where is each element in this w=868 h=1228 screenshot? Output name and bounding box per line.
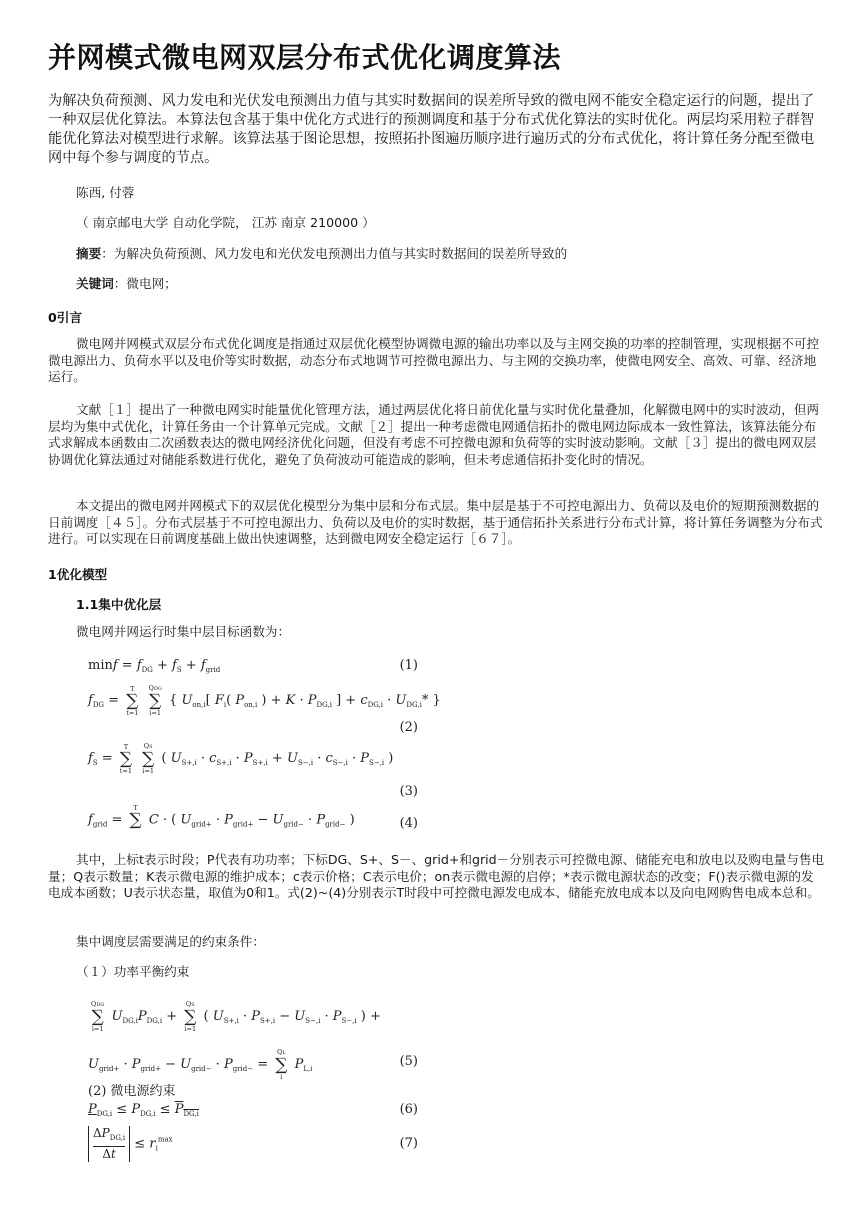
paragraph-6: 集中调度层需要满足的约束条件： [76, 934, 265, 949]
abstract-line [76, 246, 567, 262]
section-1-1-heading: 1.1集中优化层 [76, 597, 162, 612]
section-0-heading: 0引言 [48, 310, 82, 325]
equation-1: $\min f = f_{DG} + f_S + f_{grid}$ [88, 658, 221, 674]
paper-title: 并网模式微电网双层分布式优化调度算法 [48, 41, 562, 74]
equation-number-6: (6) [399, 1102, 418, 1117]
paragraph-4: 微电网并网运行时集中层目标函数为： [76, 624, 291, 639]
keywords-label: 关键词 [76, 276, 114, 291]
paragraph-2: 文献［１］提出了一种微电网实时能量优化管理方法，通过两层优化将日前优化量与实时优化量叠加，化解微电网中的实时波动，但两层均为集中式优化，计算任务由一个计算单元完成。文献［２］提出一种考虑微电网通信拓扑的微电网边际成本一致性算法，该算法能分布式求解成本函数由二次函数表达的微电网经济优化问题，但没有考虑不可控微电源和负荷等的实时波动影响。文献［３］提出的微电网双层协调优化算法通过对储能系数进行优化，避免了负荷波动可能造成的影响，但未考虑通信拓扑变化时的情况。 [48, 402, 820, 467]
equation-number-1: (1) [399, 658, 418, 673]
equation-number-7: (7) [399, 1136, 418, 1151]
affiliation: （ 南京邮电大学 自动化学院， 江苏 南京 210000 ） [76, 215, 375, 230]
authors: 陈西, 付蓉 [76, 185, 135, 200]
equation-5-part-2: $U_{grid+} \cdot P_{grid+} - U_{grid-} \cdot P_{grid-}$ = QL ∑ i $P_{L,i}$ [88, 1048, 313, 1081]
constraint-2-heading: (2) 微电源约束 [88, 1084, 176, 1099]
equation-number-3: (3) [399, 784, 418, 799]
constraint-1-heading: （１）功率平衡约束 [76, 964, 190, 979]
paragraph-5: 其中，上标t表示时段；P代表有功功率；下标DG、S+、S－、grid+和grid－分别表示可控微电源、储能充电和放电以及购电量与售电量；Q表示数量；K表示微电源的维护成本；c表示价格；C表示电价；on表示微电源的启停；*表示微电源状态的改变；F()表示微电源的发电成本函数；U表示状态量，取值为0和1。式(2)~(4)分别表示T时段中可控微电源发电成本、储能充放电成本以及向电网购售电成本总和。 [48, 852, 825, 900]
intro-summary: 为解决负荷预测、风力发电和光伏发电预测出力值与其实时数据间的误差所导致的微电网不能安全稳定运行的问题，提出了一种双层优化算法。本算法包含基于集中优化方式进行的预测调度和基于分布式优化算法的实时优化。两层均采用粒子群智能优化算法对模型进行求解。该算法基于图论思想，按照拓扑图遍历顺序进行遍历式的分布式优化，将计算任务分配至微电网中每个参与调度的节点。 [48, 93, 815, 166]
equations-objective [88, 654, 441, 834]
equation-number-4: (4) [399, 816, 418, 831]
equation-number-5: (5) [399, 1054, 418, 1069]
equations-constraints [88, 996, 418, 1166]
paragraph-3: 本文提出的微电网并网模式下的双层优化模型分为集中层和分布式层。集中层是基于不可控电源出力、负荷以及电价的短期预测数据的日前调度［４５］。分布式层基于不可控电源出力、负荷以及电价的实时数据，基于通信拓扑关系进行分布式计算，将计算任务调整为分布式进行。可以实现在日前调度基础上做出快速调整，达到微电网安全稳定运行［６７］。 [48, 498, 823, 546]
equation-6: $P_{DG,i} \le P_{DG,i} \le \overline{P}_{DG,i}$ [88, 1102, 199, 1118]
abstract-label: 摘要 [76, 246, 102, 261]
abstract-text: ：为解决负荷预测、风力发电和光伏发电预测出力值与其实时数据间的误差所导致的 [101, 246, 568, 261]
keywords-line [76, 276, 177, 292]
equation-4: $f_{grid}$ = T ∑ C · ( $U_{grid+} \cdot P_{grid+} - U_{grid-} \cdot P_{grid-}$ ) [88, 804, 355, 830]
section-1-heading: 1优化模型 [48, 567, 108, 582]
paragraph-1: 微电网并网模式双层分布式优化调度是指通过双层优化模型协调微电源的输出功率以及与主网交换的功率的控制管理，实现根据不可控微电源出力、负荷水平以及电价等实时数据，动态分布式地调节可控微电源出力、与主网的交换功率，使微电网安全、高效、可靠、经济地运行。 [48, 336, 820, 384]
equation-7: $\Delta P_{DG,i}$ Δt ≤ $r_i^{max}$ [88, 1126, 173, 1162]
equation-number-2: (2) [399, 720, 418, 735]
keywords-text: ：微电网； [113, 276, 177, 291]
equation-3: $f_S$ = T ∑ t=1 QS ∑ i=1 ( $U_{S+,i} \cdot c_{S+,i} \cdot P_{S+,i} + U_{S-,i} \cdot c_{S-,i} \cdot P_{S-,i}$ ) [88, 742, 394, 775]
equation-5-part-1: QDG ∑ i=1 $U_{DG,i}P_{DG,i}$ + QS ∑ i=1 ( $U_{S+,i} \cdot P_{S+,i} - U_{S-,i} \cdot P_{S-,i}$ ) + [91, 1000, 381, 1033]
equation-2: $f_{DG}$ = T ∑ t=1 QDG ∑ i=1 { $U_{on,i}$[ $F_i$( $P_{on,i}$ ) + $K \cdot P_{DG,i}$ ] + $c_{DG,i} \cdot U_{DG,i}*$ } [88, 684, 441, 717]
